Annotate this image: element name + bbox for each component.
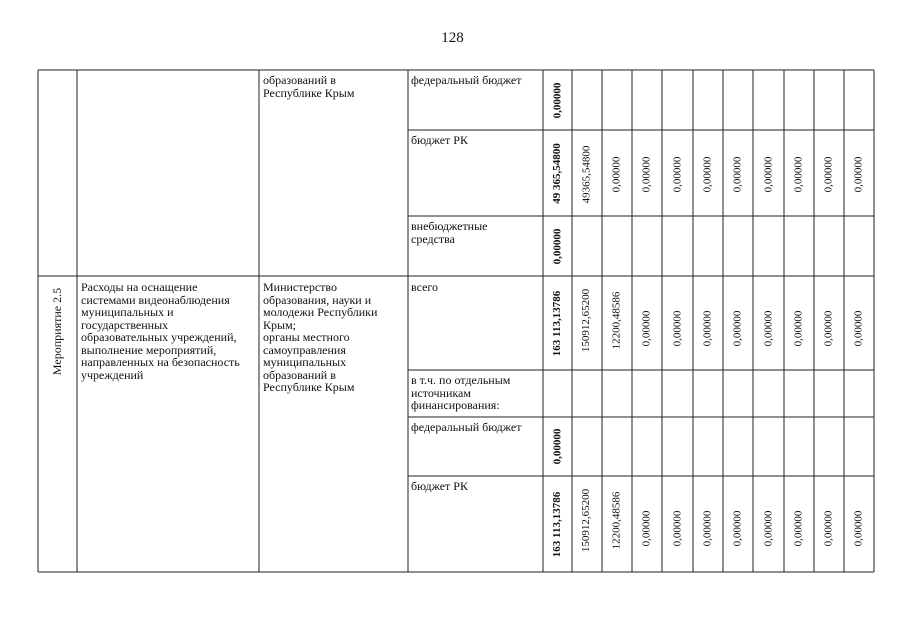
source-federal-budget: федеральный бюджет [411,420,522,434]
year-value-cell: 0,00000 [822,510,835,546]
total-cell: 0,00000 [551,82,563,118]
year-value-cell: 0,00000 [701,156,714,192]
year-value-cell: 0,00000 [852,510,865,546]
year-value-cell: 12200,48586 [610,491,623,549]
year-value-cell: 0,00000 [792,156,805,192]
year-value-cell: 0,00000 [671,310,683,346]
total-cell: 163 113,13786 [551,491,563,557]
year-value-cell: 0,00000 [792,510,805,546]
source-total: всего [411,280,439,294]
year-value-cell: 0,00000 [822,156,835,192]
source-extrabudgetary: внебюджетные средства [411,219,488,246]
year-value-cell: 0,00000 [852,310,865,346]
year-value-cell: 0,00000 [671,156,683,192]
source-budget-rk: бюджет РК [411,133,468,147]
executor-continuation: образований в Республике Крым [263,73,355,100]
year-value-cell: 0,00000 [852,156,865,192]
measure-code: Мероприятие 2.5 [50,287,65,375]
year-value-cell: 0,00000 [640,510,653,546]
year-value-cell: 0,00000 [731,310,744,346]
year-value-cell: 0,00000 [731,510,744,546]
measure-executor: Министерство образования, науки и молодежи Республики Крым; органы местного самоуправления муниципальных образований в Республике Крым [263,280,378,394]
year-value-cell: 0,00000 [822,310,835,346]
total-cell: 0,00000 [551,428,563,465]
total-cell: 163 113,13786 [551,290,563,356]
year-value-cell: 0,00000 [640,156,653,192]
year-value-cell: 0,00000 [640,310,653,346]
year-value-cell: 150912,65200 [580,488,593,552]
year-value-cell: 0,00000 [731,156,744,192]
source-federal-budget: федеральный бюджет [411,73,522,87]
year-value-cell: 0,00000 [610,156,623,192]
total-cell: 49 365,54800 [551,142,563,204]
year-value-cell: 0,00000 [701,310,714,346]
year-value-cell: 12200,48586 [610,291,623,349]
total-cell: 0,00000 [551,228,563,264]
year-value-cell: 150912,65200 [580,288,593,352]
year-value-cell: 0,00000 [671,510,683,546]
year-value-cell: 0,00000 [701,510,714,546]
year-value-cell: 0,00000 [792,310,805,346]
year-value-cell: 0,00000 [762,510,774,546]
year-value-cell: 49365,54800 [580,145,593,203]
year-value-cell: 0,00000 [762,156,774,192]
measure-name: Расходы на оснащение системами видеонаблюдения муниципальных и государственных образовательных учреждений, выполнение мероприятий, направленных на безопасность учреждений [81,280,240,382]
year-value-cell: 0,00000 [762,310,774,346]
source-budget-rk: бюджет РК [411,479,468,493]
page-number: 128 [441,30,464,46]
source-by-sources-note: в т.ч. по отдельным источникам финансирования: [411,373,511,412]
